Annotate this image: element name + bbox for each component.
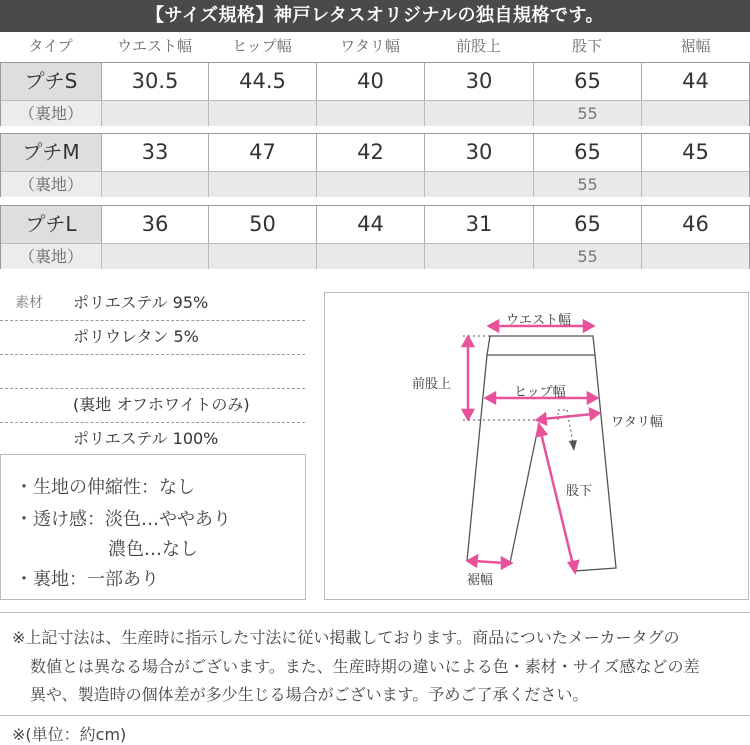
footer-line: ※上記寸法は、生産時に指示した寸法に従い掲載しております。商品についたメーカータグの <box>12 628 680 647</box>
value-thigh: 44 <box>317 206 425 243</box>
lining-empty-cell <box>209 101 317 126</box>
label-rise: 前股上 <box>412 377 452 392</box>
footer-divider <box>0 715 750 716</box>
value-hip: 47 <box>209 134 317 171</box>
lining-empty-cell <box>425 244 534 269</box>
header-rise: 前股上 <box>455 37 501 55</box>
label-inseam: 股下 <box>566 484 593 499</box>
pants-outline <box>467 336 616 571</box>
material-row <box>0 354 305 389</box>
value-waist: 36 <box>102 206 209 243</box>
lining-empty-cell <box>209 172 317 197</box>
value-waist: 33 <box>102 134 209 171</box>
value-rise: 30 <box>425 134 534 171</box>
value-hem: 45 <box>682 140 709 164</box>
lining-empty-cell <box>642 101 749 126</box>
label-thigh: ワタリ幅 <box>611 415 663 430</box>
lining-empty-cell <box>425 172 534 197</box>
lining-label: （裏地） <box>1 244 102 269</box>
note-lining: ・裏地：一部あり <box>15 569 159 590</box>
material-line: ポリウレタン 5% <box>73 327 199 346</box>
header-hip: ヒップ幅 <box>232 37 292 55</box>
crotch-arrowhead <box>569 440 577 451</box>
material-row <box>0 422 305 456</box>
lining-empty-cell <box>425 101 534 126</box>
value-inseam: 65 <box>534 206 642 243</box>
lining-empty-cell <box>642 172 749 197</box>
lining-empty-cell <box>317 101 425 126</box>
header-waist: ウエスト幅 <box>116 37 192 55</box>
material-line: ポリエステル 100% <box>73 429 219 448</box>
material-line: (裏地 オフホワイトのみ) <box>73 395 250 414</box>
lining-inseam: 55 <box>534 244 642 269</box>
lining-row <box>1 100 749 126</box>
lining-empty-cell <box>102 244 209 269</box>
lining-empty-cell <box>209 244 317 269</box>
size-block-m <box>0 133 750 197</box>
rise-arrow <box>463 337 473 419</box>
lining-inseam: 55 <box>534 172 642 197</box>
unit-note: ※(単位：約cm) <box>12 725 127 744</box>
lining-label: （裏地） <box>1 101 102 126</box>
crotch-guide <box>558 410 573 443</box>
size-name: プチS <box>1 63 102 100</box>
rise-guides <box>463 336 541 420</box>
footer-line: 異や、製造時の個体差が多少生じる場合がございます。予めご了承ください。 <box>30 685 589 704</box>
label-waist: ウエスト幅 <box>506 313 572 328</box>
material-row <box>0 286 305 321</box>
size-block-l <box>0 205 750 269</box>
value-hem: 46 <box>682 212 709 236</box>
note-sheer: ・透け感：淡色…ややあり <box>15 509 231 530</box>
hem-arrow <box>468 556 511 568</box>
footer-notes <box>0 612 750 743</box>
label-hem: 裾幅 <box>467 573 494 588</box>
material-row <box>0 388 305 423</box>
fabric-notes-box <box>0 454 306 600</box>
label-hip: ヒップ幅 <box>514 385 566 400</box>
value-inseam: 65 <box>534 134 642 171</box>
header-inseam: 股下 <box>571 37 602 55</box>
size-banner: 【サイズ規格】神戸レタスオリジナルの独自規格です。 <box>0 0 750 32</box>
value-hem: 44 <box>682 69 709 93</box>
lining-row <box>1 171 749 197</box>
lining-empty-cell <box>317 172 425 197</box>
value-inseam: 65 <box>534 63 642 100</box>
measurement-diagram <box>324 292 749 600</box>
lining-empty-cell <box>102 101 209 126</box>
material-list <box>0 286 310 450</box>
lining-empty-cell <box>317 244 425 269</box>
size-block-s <box>0 62 750 126</box>
value-waist: 30.5 <box>102 63 209 100</box>
footer-line: 数値とは異なる場合がございます。また、生産時期の違いによる色・素材・サイズ感などの差 <box>30 657 700 676</box>
lining-label: （裏地） <box>1 172 102 197</box>
value-rise: 30 <box>425 63 534 100</box>
material-row <box>0 320 305 355</box>
value-rise: 31 <box>425 206 534 243</box>
lining-row <box>1 243 749 269</box>
size-name: プチL <box>1 206 102 243</box>
lining-inseam: 55 <box>534 101 642 126</box>
size-name: プチM <box>1 134 102 171</box>
material-line: ポリエステル 95% <box>73 293 209 312</box>
header-type: タイプ <box>28 37 73 55</box>
value-thigh: 42 <box>317 134 425 171</box>
note-stretch: ・生地の伸縮性：なし <box>15 477 195 498</box>
material-label: 素材 <box>15 295 43 311</box>
size-table-header <box>0 32 750 60</box>
header-hem: 裾幅 <box>680 37 711 55</box>
value-thigh: 40 <box>317 63 425 100</box>
header-thigh: ワタリ幅 <box>340 37 400 55</box>
lining-empty-cell <box>642 244 749 269</box>
value-hip: 44.5 <box>209 63 317 100</box>
note-sheer-dark: 濃色…なし <box>108 539 198 560</box>
pants-diagram-svg <box>325 293 748 599</box>
lining-empty-cell <box>102 172 209 197</box>
value-hip: 50 <box>209 206 317 243</box>
